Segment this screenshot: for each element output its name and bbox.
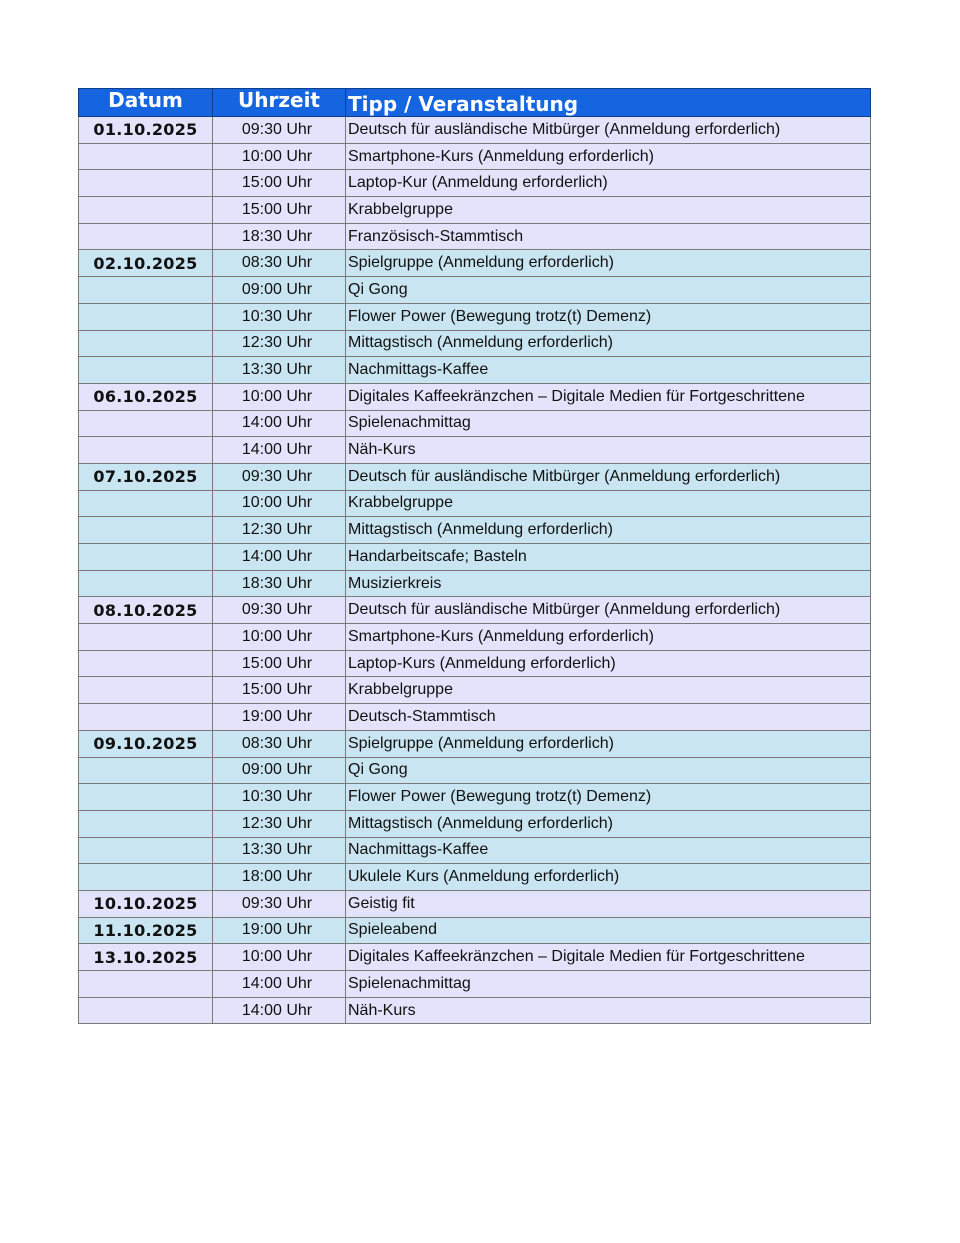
row-date [79, 410, 213, 437]
row-date [79, 197, 213, 224]
table-row [79, 597, 871, 624]
table-row [79, 383, 871, 410]
table-row [79, 624, 871, 651]
row-time: 15:00 Uhr [213, 170, 346, 197]
row-date: 07.10.2025 [79, 463, 213, 490]
row-event: Qi Gong [346, 277, 871, 304]
table-row [79, 784, 871, 811]
row-date [79, 837, 213, 864]
header-event: Tipp / Veranstaltung [346, 89, 871, 117]
row-date [79, 864, 213, 891]
row-event: Flower Power (Bewegung trotz(t) Demenz) [346, 784, 871, 811]
row-time: 14:00 Uhr [213, 997, 346, 1024]
row-event: Musizierkreis [346, 570, 871, 597]
row-date [79, 517, 213, 544]
row-date [79, 357, 213, 384]
row-date: 02.10.2025 [79, 250, 213, 277]
row-date [79, 143, 213, 170]
row-event: Deutsch-Stammtisch [346, 704, 871, 731]
row-event: Deutsch für ausländische Mitbürger (Anmeldung erforderlich) [346, 463, 871, 490]
table-row [79, 463, 871, 490]
row-event: Spielenachmittag [346, 410, 871, 437]
row-time: 12:30 Uhr [213, 330, 346, 357]
row-time: 13:30 Uhr [213, 357, 346, 384]
row-event: Smartphone-Kurs (Anmeldung erforderlich) [346, 624, 871, 651]
row-event: Handarbeitscafe; Basteln [346, 544, 871, 571]
table-header [79, 89, 871, 117]
table-row [79, 704, 871, 731]
row-time: 10:30 Uhr [213, 303, 346, 330]
table-row [79, 223, 871, 250]
row-time: 09:00 Uhr [213, 277, 346, 304]
row-time: 10:00 Uhr [213, 490, 346, 517]
table-row [79, 410, 871, 437]
row-date [79, 997, 213, 1024]
row-time: 15:00 Uhr [213, 650, 346, 677]
event-schedule-table [78, 88, 871, 1024]
table-row [79, 917, 871, 944]
row-time: 09:30 Uhr [213, 117, 346, 144]
row-date: 13.10.2025 [79, 944, 213, 971]
table-row [79, 517, 871, 544]
row-time: 10:00 Uhr [213, 944, 346, 971]
row-event: Spielgruppe (Anmeldung erforderlich) [346, 730, 871, 757]
table-row [79, 330, 871, 357]
row-time: 10:30 Uhr [213, 784, 346, 811]
table-row [79, 570, 871, 597]
row-date [79, 570, 213, 597]
row-time: 09:30 Uhr [213, 463, 346, 490]
row-time: 08:30 Uhr [213, 250, 346, 277]
row-event: Nachmittags-Kaffee [346, 837, 871, 864]
row-event: Krabbelgruppe [346, 677, 871, 704]
table-row [79, 944, 871, 971]
table-row [79, 544, 871, 571]
table-row [79, 277, 871, 304]
row-event: Näh-Kurs [346, 997, 871, 1024]
row-event: Mittagstisch (Anmeldung erforderlich) [346, 330, 871, 357]
row-time: 18:30 Uhr [213, 570, 346, 597]
row-time: 10:00 Uhr [213, 143, 346, 170]
table-body [79, 117, 871, 1024]
table-row [79, 810, 871, 837]
row-date: 06.10.2025 [79, 383, 213, 410]
table-row [79, 997, 871, 1024]
row-time: 15:00 Uhr [213, 197, 346, 224]
row-time: 18:30 Uhr [213, 223, 346, 250]
row-time: 15:00 Uhr [213, 677, 346, 704]
table-row [79, 837, 871, 864]
row-time: 09:30 Uhr [213, 597, 346, 624]
row-time: 12:30 Uhr [213, 517, 346, 544]
table-row [79, 303, 871, 330]
row-date [79, 677, 213, 704]
row-event: Laptop-Kur (Anmeldung erforderlich) [346, 170, 871, 197]
row-time: 09:00 Uhr [213, 757, 346, 784]
row-event: Spielenachmittag [346, 971, 871, 998]
row-date: 01.10.2025 [79, 117, 213, 144]
row-event: Geistig fit [346, 890, 871, 917]
row-date [79, 757, 213, 784]
row-time: 10:00 Uhr [213, 624, 346, 651]
row-event: Französisch-Stammtisch [346, 223, 871, 250]
row-time: 14:00 Uhr [213, 544, 346, 571]
row-time: 14:00 Uhr [213, 971, 346, 998]
row-date: 11.10.2025 [79, 917, 213, 944]
row-date: 10.10.2025 [79, 890, 213, 917]
table-row [79, 197, 871, 224]
table-row [79, 757, 871, 784]
row-time: 13:30 Uhr [213, 837, 346, 864]
table-row [79, 971, 871, 998]
table-row [79, 490, 871, 517]
row-date [79, 277, 213, 304]
row-event: Ukulele Kurs (Anmeldung erforderlich) [346, 864, 871, 891]
table-row [79, 250, 871, 277]
row-date [79, 810, 213, 837]
row-date [79, 544, 213, 571]
row-time: 09:30 Uhr [213, 890, 346, 917]
row-time: 08:30 Uhr [213, 730, 346, 757]
row-event: Laptop-Kurs (Anmeldung erforderlich) [346, 650, 871, 677]
row-time: 14:00 Uhr [213, 437, 346, 464]
row-time: 10:00 Uhr [213, 383, 346, 410]
row-date [79, 490, 213, 517]
row-date: 08.10.2025 [79, 597, 213, 624]
table-row [79, 170, 871, 197]
row-event: Krabbelgruppe [346, 197, 871, 224]
row-event: Spieleabend [346, 917, 871, 944]
row-date [79, 971, 213, 998]
row-date [79, 624, 213, 651]
row-date [79, 704, 213, 731]
row-date [79, 303, 213, 330]
table-row [79, 117, 871, 144]
row-date [79, 650, 213, 677]
row-time: 12:30 Uhr [213, 810, 346, 837]
row-date [79, 170, 213, 197]
row-time: 19:00 Uhr [213, 704, 346, 731]
header-row [79, 89, 871, 117]
row-date [79, 330, 213, 357]
row-event: Qi Gong [346, 757, 871, 784]
table-row [79, 730, 871, 757]
row-time: 19:00 Uhr [213, 917, 346, 944]
table-row [79, 437, 871, 464]
row-event: Digitales Kaffeekränzchen – Digitale Medien für Fortgeschrittene [346, 944, 871, 971]
table-row [79, 650, 871, 677]
row-event: Spielgruppe (Anmeldung erforderlich) [346, 250, 871, 277]
row-event: Flower Power (Bewegung trotz(t) Demenz) [346, 303, 871, 330]
row-event: Mittagstisch (Anmeldung erforderlich) [346, 810, 871, 837]
table-row [79, 143, 871, 170]
row-event: Krabbelgruppe [346, 490, 871, 517]
table-row [79, 677, 871, 704]
row-event: Deutsch für ausländische Mitbürger (Anmeldung erforderlich) [346, 597, 871, 624]
row-event: Mittagstisch (Anmeldung erforderlich) [346, 517, 871, 544]
row-date [79, 223, 213, 250]
row-date: 09.10.2025 [79, 730, 213, 757]
row-event: Nachmittags-Kaffee [346, 357, 871, 384]
row-time: 14:00 Uhr [213, 410, 346, 437]
row-date [79, 784, 213, 811]
row-event: Digitales Kaffeekränzchen – Digitale Medien für Fortgeschrittene [346, 383, 871, 410]
header-time: Uhrzeit [213, 89, 346, 117]
table-row [79, 357, 871, 384]
row-time: 18:00 Uhr [213, 864, 346, 891]
header-date: Datum [79, 89, 213, 117]
row-event: Näh-Kurs [346, 437, 871, 464]
row-event: Deutsch für ausländische Mitbürger (Anmeldung erforderlich) [346, 117, 871, 144]
table-row [79, 864, 871, 891]
row-date [79, 437, 213, 464]
table-row [79, 890, 871, 917]
row-event: Smartphone-Kurs (Anmeldung erforderlich) [346, 143, 871, 170]
